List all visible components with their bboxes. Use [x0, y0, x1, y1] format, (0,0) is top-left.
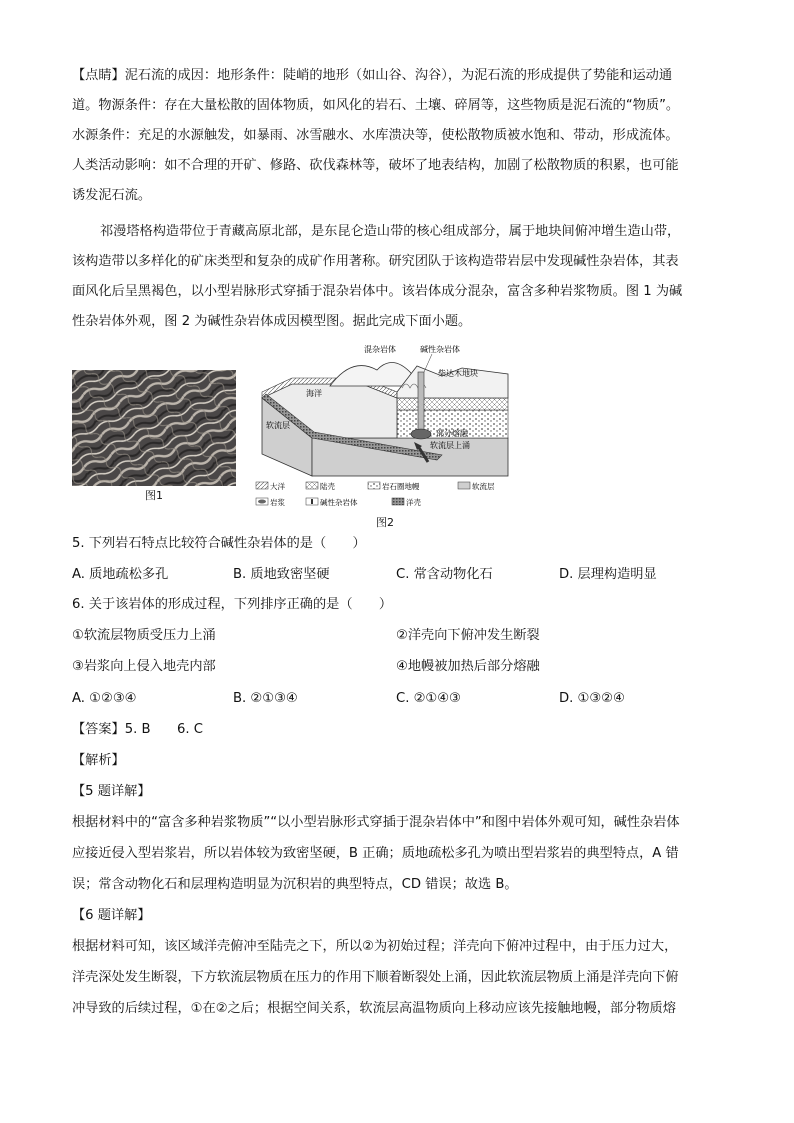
- q6-option-d: D. ①③②④: [559, 691, 625, 706]
- legend-ocean: 大洋: [270, 482, 285, 491]
- text-line: 性杂岩体外观，图 2 为碱性杂岩体成因模型图。据此完成下面小题。: [72, 314, 472, 329]
- label-alkaline-rock: 碱性杂岩体: [420, 345, 460, 354]
- legend-oceanic-crust: 洋壳: [406, 498, 421, 507]
- analysis-heading: 【解析】: [72, 753, 125, 768]
- text-line: 根据材料可知，该区域洋壳俯冲至陆壳之下，所以②为初始过程；洋壳向下俯冲过程中，由于压力过大，: [72, 939, 678, 954]
- question-5-stem: 5. 下列岩石特点比较符合碱性杂岩体的是（ ）: [72, 536, 366, 551]
- figure1-caption: 图1: [145, 489, 163, 502]
- genesis-model-diagram: [252, 342, 522, 514]
- text-line: 水源条件：充足的水源触发，如暴雨、冰雪融水、水库溃决等，使松散物质被水饱和、带动，形成流体。: [72, 128, 679, 143]
- text-line: 祁漫塔格构造带位于青藏高原北部，是东昆仑造山带的核心组成部分，属于地块间俯冲增生造山带，: [100, 224, 681, 239]
- label-upwelling: 软流层上涌: [430, 441, 470, 450]
- text-line: 洋壳深处发生断裂，下方软流层物质在压力的作用下顺着断裂处上涌，因此软流层物质上涌是洋壳向下俯: [72, 970, 679, 985]
- label-ocean: 海洋: [306, 389, 322, 398]
- rock-photo: [72, 370, 236, 486]
- q5-option-c: C. 常含动物化石: [396, 567, 493, 582]
- q6-item-3: ③岩浆向上侵入地壳内部: [72, 659, 216, 674]
- q6-option-b: B. ②①③④: [233, 691, 298, 706]
- text-line: 冲导致的后续过程，①在②之后；根据空间关系，软流层高温物质向上移动应该先接触地幔，部分物质熔: [72, 1001, 676, 1016]
- figure2-caption: 图2: [376, 516, 394, 529]
- text-line: 诱发泥石流。: [72, 188, 152, 203]
- q6-item-4: ④地幔被加热后部分熔融: [396, 659, 540, 674]
- legend-asthenosphere: 软流层: [472, 482, 495, 491]
- legend-magma: 岩浆: [270, 498, 285, 507]
- text-line: 误；常含动物化石和层理构造明显为沉积岩的典型特点，CD 错误；故选 B。: [72, 877, 518, 892]
- q6-option-a: A. ①②③④: [72, 691, 137, 706]
- q6-item-1: ①软流层物质受压力上涌: [72, 628, 216, 643]
- q6-option-c: C. ②①④③: [396, 691, 461, 706]
- label-qaidam: 柴达木地块: [438, 369, 478, 378]
- q6-item-2: ②洋壳向下俯冲发生断裂: [396, 628, 540, 643]
- label-asthenosphere: 软流层: [266, 421, 290, 430]
- q5-option-b: B. 质地致密坚硬: [233, 567, 330, 582]
- detail-6-title: 【6 题详解】: [72, 908, 151, 923]
- text-line: 道。物源条件：存在大量松散的固体物质，如风化的岩石、土壤、碎屑等，这些物质是泥石流的“物质”。: [72, 98, 680, 113]
- text-line: 人类活动影响：如不合理的开矿、修路、砍伐森林等，破坏了地表结构，加剧了松散物质的积累，也可能: [72, 158, 679, 173]
- text-line: 该构造带以多样化的矿床类型和复杂的成矿作用著称。研究团队于该构造带岩层中发现碱性杂岩体，其表: [72, 254, 679, 269]
- answer-line: 【答案】5. B 6. C: [72, 722, 203, 737]
- label-partial-melt: 部分熔融: [436, 429, 468, 438]
- text-line: 面风化后呈黑褐色，以小型岩脉形式穿插于混杂岩体中。该岩体成分混杂，富含多种岩浆物质。图 1 为碱: [72, 284, 683, 299]
- question-6-stem: 6. 关于该岩体的形成过程，下列排序正确的是（ ）: [72, 597, 393, 612]
- detail-5-title: 【5 题详解】: [72, 784, 151, 799]
- text-line: 根据材料中的“富含多种岩浆物质”“以小型岩脉形式穿插于混杂岩体中”和图中岩体外观可知，碱性杂岩体: [72, 815, 680, 830]
- text-line: 应接近侵入型岩浆岩，所以岩体较为致密坚硬，B 正确；质地疏松多孔为喷出型岩浆岩的典型特点，A 错: [72, 846, 679, 861]
- legend-continental-crust: 陆壳: [320, 482, 335, 491]
- legend-alkaline-rock: 碱性杂岩体: [320, 498, 358, 507]
- label-mixed-rock: 混杂岩体: [364, 345, 396, 354]
- text-line: 【点睛】泥石流的成因：地形条件：陡峭的地形（如山谷、沟谷），为泥石流的形成提供了势能和运动通: [72, 68, 673, 83]
- q5-option-a: A. 质地疏松多孔: [72, 567, 169, 582]
- legend-lithosphere-mantle: 岩石圈地幔: [382, 482, 420, 491]
- q5-option-d: D. 层理构造明显: [559, 567, 657, 582]
